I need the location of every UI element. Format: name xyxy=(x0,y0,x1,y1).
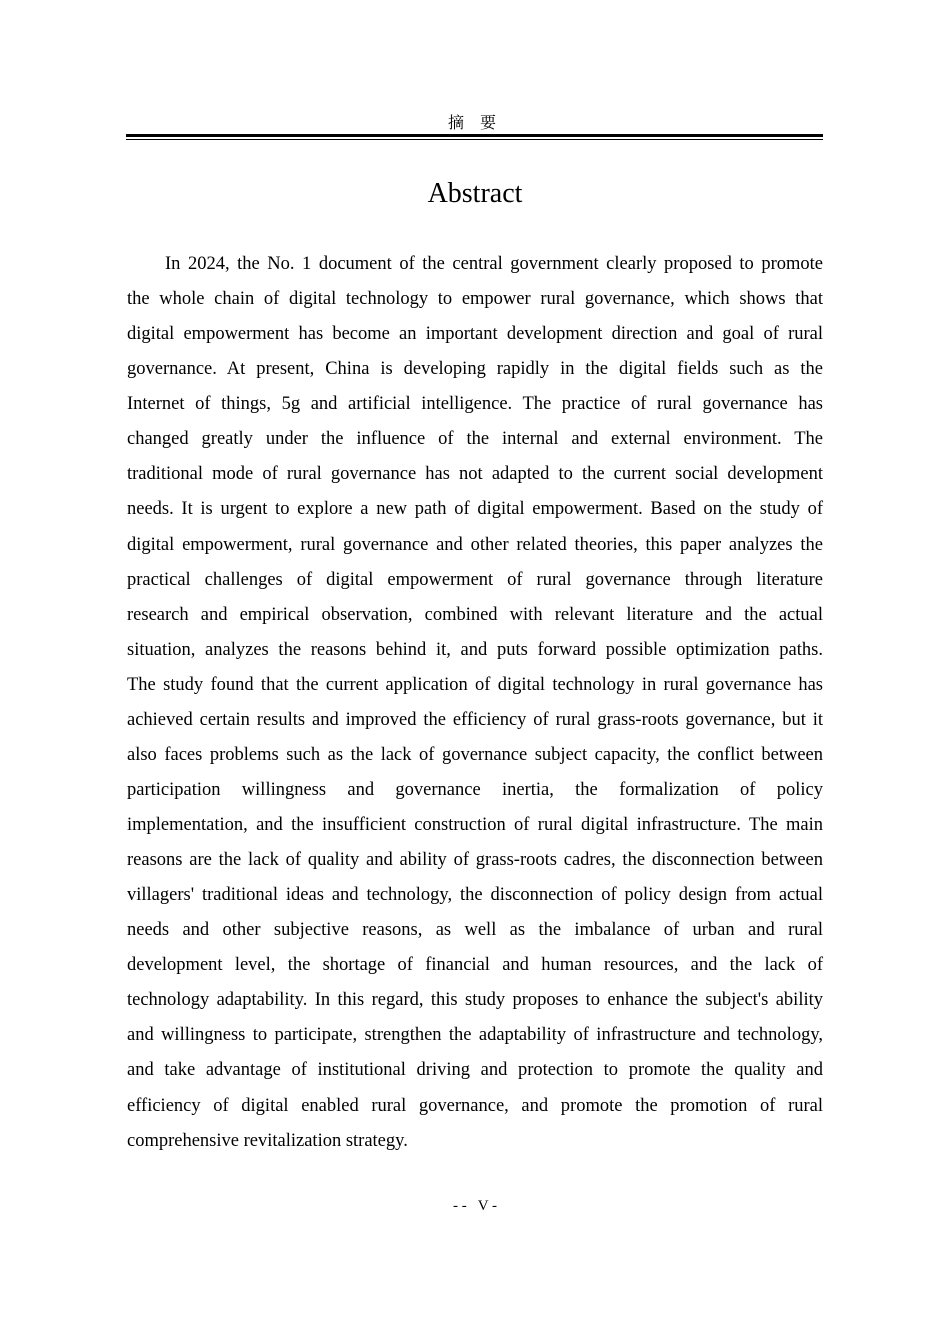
paragraph-line: traditional mode of rural governance has not adapted to the current social development xyxy=(127,464,823,485)
paragraph-line: the whole chain of digital technology to empower rural governance, which shows that xyxy=(127,289,823,310)
paragraph-line: practical challenges of digital empowerment of rural governance through literature xyxy=(127,569,823,590)
paragraph-line: reasons are the lack of quality and ability of grass-roots cadres, the disconnection between xyxy=(127,850,823,871)
page-title: Abstract xyxy=(427,178,523,209)
header-label: 摘 要 xyxy=(447,115,502,132)
paragraph-line: participation willingness and governance inertia, the formalization of policy xyxy=(127,779,823,800)
paragraph-line: changed greatly under the influence of the internal and external environment. The xyxy=(127,429,823,450)
paragraph-line: implementation, and the insufficient construction of rural digital infrastructure. The main xyxy=(127,815,823,835)
paragraph-line: villagers' traditional ideas and technology, the disconnection of policy design from actual xyxy=(127,885,823,906)
header-rule-thin xyxy=(126,139,823,140)
paragraph-line: Internet of things, 5g and artificial intelligence. The practice of rural governance has xyxy=(127,394,823,415)
paragraph-line: and willingness to participate, strengthen the adaptability of infrastructure and technology, xyxy=(127,1025,823,1046)
paragraph-line: situation, analyzes the reasons behind it, and puts forward possible optimization paths. xyxy=(127,639,823,660)
paragraph-line: governance. At present, China is developing rapidly in the digital fields such as the xyxy=(127,359,823,380)
paragraph-line: research and empirical observation, combined with relevant literature and the actual xyxy=(127,604,823,625)
paragraph-line: digital empowerment, rural governance and other related theories, this paper analyzes the xyxy=(127,534,823,555)
paragraph-line: needs. It is urgent to explore a new path of digital empowerment. Based on the study of xyxy=(127,499,823,520)
page-number: - - V - xyxy=(452,1198,498,1214)
paragraph-line: efficiency of digital enabled rural governance, and promote the promotion of rural xyxy=(127,1095,823,1116)
abstract-body xyxy=(127,250,823,1162)
paragraph-line: development level, the shortage of financial and human resources, and the lack of xyxy=(127,955,823,976)
paragraph-line: also faces problems such as the lack of governance subject capacity, the conflict between xyxy=(127,744,823,765)
paragraph-line: and take advantage of institutional driving and protection to promote the quality and xyxy=(127,1060,823,1081)
header-rule-thick xyxy=(126,134,823,137)
paragraph-line: comprehensive revitalization strategy. xyxy=(127,1130,408,1151)
paragraph-line: needs and other subjective reasons, as well as the imbalance of urban and rural xyxy=(127,920,823,941)
paragraph-line: The study found that the current application of digital technology in rural governance has xyxy=(127,674,823,695)
paragraph-line: In 2024, the No. 1 document of the central government clearly proposed to promote xyxy=(165,254,823,274)
paragraph-line: digital empowerment has become an important development direction and goal of rural xyxy=(127,324,823,345)
paragraph-line: achieved certain results and improved the efficiency of rural grass-roots governance, but it xyxy=(127,709,823,730)
paragraph-line: technology adaptability. In this regard, this study proposes to enhance the subject's ability xyxy=(127,990,823,1011)
